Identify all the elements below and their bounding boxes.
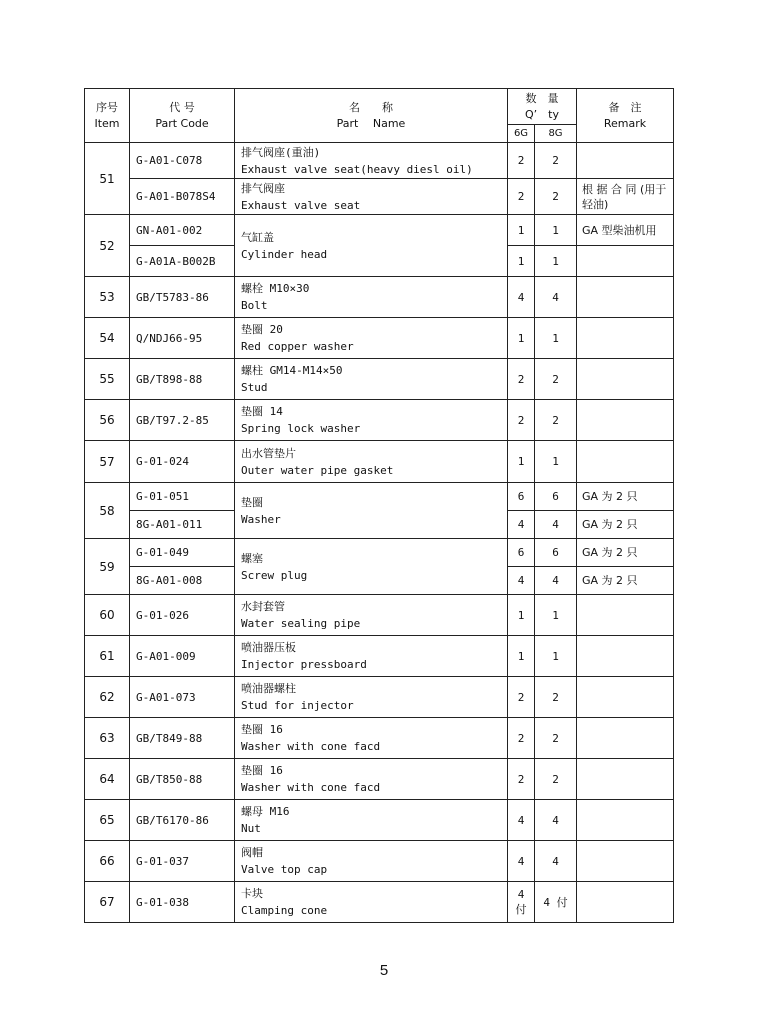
part-code: G-A01-073 [130,677,235,718]
table-row [85,677,674,718]
qty-6g: 1 [508,595,535,636]
table-row [85,483,674,511]
qty-6g: 2 [508,677,535,718]
header-qty-6g: 6G [508,125,535,143]
remark [577,246,674,277]
qty-8g: 2 [535,179,577,215]
remark [577,759,674,800]
part-code: G-01-049 [130,539,235,567]
item-number: 59 [85,539,130,595]
part-code: GB/T849-88 [130,718,235,759]
qty-8g: 2 [535,143,577,179]
qty-8g: 2 [535,359,577,400]
table-row [85,539,674,567]
table-row [85,718,674,759]
qty-8g: 1 [535,246,577,277]
part-name: 喷油器螺柱 Stud for injector [235,677,508,718]
part-name: 气缸盖 Cylinder head [235,215,508,277]
part-name: 螺栓 M10×30 Bolt [235,277,508,318]
remark [577,441,674,483]
table-row [85,441,674,483]
part-code: G-01-024 [130,441,235,483]
remark [577,318,674,359]
part-name: 排气阀座(重油) Exhaust valve seat(heavy diesl oil) [235,143,508,179]
header-quantity: 数 量 Q’ ty [508,89,577,125]
item-number: 53 [85,277,130,318]
table-row [85,179,674,215]
remark: GA 型柴油机用 [577,215,674,246]
part-code: 8G-A01-011 [130,511,235,539]
part-name: 喷油器压板 Injector pressboard [235,636,508,677]
header-part-name: 名 称 Part Name [235,89,508,143]
qty-6g: 6 [508,483,535,511]
part-code: GB/T5783-86 [130,277,235,318]
item-number: 67 [85,882,130,923]
item-number: 65 [85,800,130,841]
header-remark: 备 注 Remark [577,89,674,143]
item-number: 66 [85,841,130,882]
remark [577,718,674,759]
part-code: GB/T97.2-85 [130,400,235,441]
remark [577,595,674,636]
part-name: 出水管垫片 Outer water pipe gasket [235,441,508,483]
part-name: 排气阀座 Exhaust valve seat [235,179,508,215]
qty-6g: 4 [508,511,535,539]
part-name: 螺柱 GM14-M14×50 Stud [235,359,508,400]
table-row [85,215,674,246]
table-row [85,359,674,400]
table-row [85,277,674,318]
part-code: G-01-051 [130,483,235,511]
part-code: GN-A01-002 [130,215,235,246]
qty-8g: 1 [535,441,577,483]
part-name: 垫圈 Washer [235,483,508,539]
remark [577,841,674,882]
qty-8g: 2 [535,677,577,718]
qty-8g: 2 [535,759,577,800]
qty-8g: 4 [535,800,577,841]
qty-6g: 1 [508,636,535,677]
qty-6g: 1 [508,441,535,483]
item-number: 63 [85,718,130,759]
header-qty-8g: 8G [535,125,577,143]
parts-table [84,88,674,923]
qty-8g: 1 [535,595,577,636]
item-number: 60 [85,595,130,636]
header-item: 序号 Item [85,89,130,143]
remark [577,677,674,718]
remark [577,277,674,318]
part-code: G-01-026 [130,595,235,636]
qty-8g: 1 [535,636,577,677]
qty-8g: 6 [535,539,577,567]
table-row [85,636,674,677]
part-name: 水封套管 Water sealing pipe [235,595,508,636]
qty-6g: 2 [508,143,535,179]
part-name: 螺母 M16 Nut [235,800,508,841]
part-code: G-01-038 [130,882,235,923]
header-row [85,89,674,125]
remark: GA 为 2 只 [577,483,674,511]
part-code: G-A01A-B002B [130,246,235,277]
qty-8g: 2 [535,400,577,441]
qty-8g: 1 [535,318,577,359]
remark [577,400,674,441]
part-code: G-A01-C078 [130,143,235,179]
table-row [85,318,674,359]
qty-6g: 4 [508,800,535,841]
part-code: GB/T850-88 [130,759,235,800]
table-row [85,595,674,636]
qty-8g: 1 [535,215,577,246]
qty-8g: 6 [535,483,577,511]
part-code: 8G-A01-008 [130,567,235,595]
qty-6g: 6 [508,539,535,567]
remark: GA 为 2 只 [577,539,674,567]
item-number: 62 [85,677,130,718]
table-row [85,800,674,841]
item-number: 52 [85,215,130,277]
remark [577,143,674,179]
part-code: G-01-037 [130,841,235,882]
table-row [85,759,674,800]
qty-6g: 4 [508,277,535,318]
qty-8g: 4 [535,511,577,539]
item-number: 55 [85,359,130,400]
item-number: 58 [85,483,130,539]
qty-6g: 2 [508,359,535,400]
remark: GA 为 2 只 [577,567,674,595]
item-number: 54 [85,318,130,359]
part-code: GB/T898-88 [130,359,235,400]
qty-8g: 4 [535,567,577,595]
part-name: 螺塞 Screw plug [235,539,508,595]
qty-6g: 2 [508,759,535,800]
remark: 根 据 合 同 (用于轻油) [577,179,674,215]
qty-6g: 4 付 [508,882,535,923]
part-code: GB/T6170-86 [130,800,235,841]
remark [577,800,674,841]
qty-6g: 2 [508,179,535,215]
remark: GA 为 2 只 [577,511,674,539]
qty-8g: 4 [535,841,577,882]
remark [577,882,674,923]
part-name: 阀帽 Valve top cap [235,841,508,882]
qty-6g: 4 [508,567,535,595]
qty-8g: 2 [535,718,577,759]
part-code: Q/NDJ66-95 [130,318,235,359]
part-name: 垫圈 16 Washer with cone facd [235,759,508,800]
part-name: 垫圈 20 Red copper washer [235,318,508,359]
item-number: 57 [85,441,130,483]
qty-6g: 1 [508,318,535,359]
qty-8g: 4 付 [535,882,577,923]
table-row [85,882,674,923]
header-part-code: 代 号 Part Code [130,89,235,143]
qty-6g: 4 [508,841,535,882]
table-row [85,841,674,882]
part-code: G-A01-B078S4 [130,179,235,215]
item-number: 61 [85,636,130,677]
part-name: 卡块 Clamping cone [235,882,508,923]
page-number: 5 [379,962,389,979]
qty-6g: 2 [508,400,535,441]
remark [577,359,674,400]
table-row [85,400,674,441]
qty-6g: 2 [508,718,535,759]
remark [577,636,674,677]
qty-6g: 1 [508,246,535,277]
item-number: 51 [85,143,130,215]
part-name: 垫圈 14 Spring lock washer [235,400,508,441]
qty-8g: 4 [535,277,577,318]
qty-6g: 1 [508,215,535,246]
item-number: 64 [85,759,130,800]
table-row [85,143,674,179]
item-number: 56 [85,400,130,441]
part-code: G-A01-009 [130,636,235,677]
part-name: 垫圈 16 Washer with cone facd [235,718,508,759]
